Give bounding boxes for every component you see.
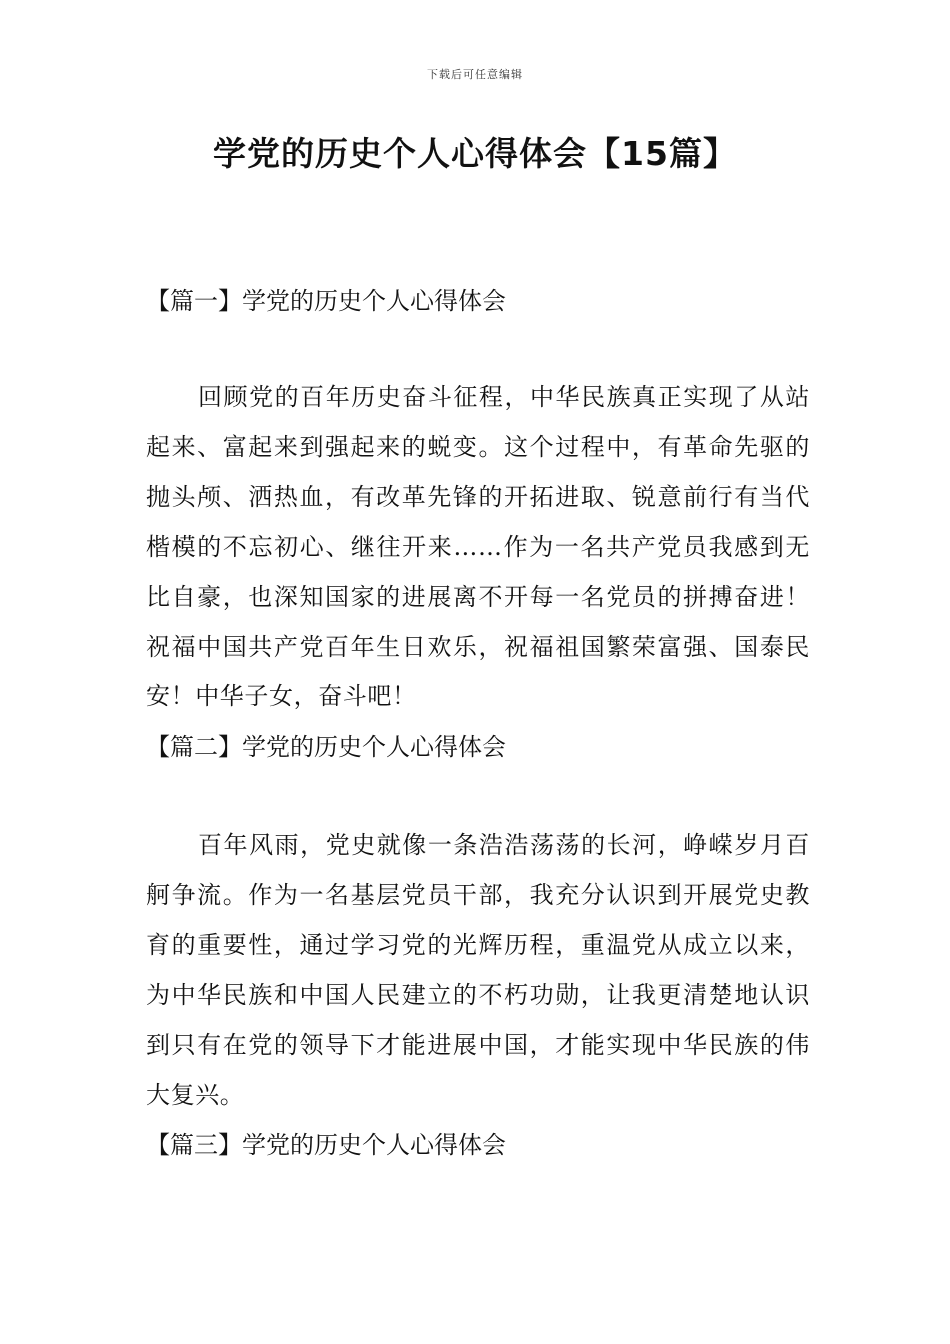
- section-paragraph-1: 回顾党的百年历史奋斗征程，中华民族真正实现了从站起来、富起来到强起来的蜕变。这个过程中，有革命先驱的抛头颅、洒热血，有改革先锋的开拓进取、锐意前行有当代楷模的不忘初心、继往开来……作为一名共产党员我感到无比自豪，也深知国家的进展离不开每一名党员的拼搏奋进！祝福中国共产党百年生日欢乐，祝福祖国繁荣富强、国泰民安！中华子女，奋斗吧！: [146, 383, 810, 711]
- section-heading-2: 【篇二】学党的历史个人心得体会: [146, 733, 506, 761]
- document-title: 学党的历史个人心得体会【15篇】: [213, 134, 737, 173]
- section-heading-3: 【篇三】学党的历史个人心得体会: [146, 1131, 506, 1159]
- section-paragraph-2: 百年风雨，党史就像一条浩浩荡荡的长河，峥嵘岁月百舸争流。作为一名基层党员干部，我充分认识到开展党史教育的重要性，通过学习党的光辉历程，重温党从成立以来，为中华民族和中国人民建立的不朽功勋，让我更清楚地认识到只有在党的领导下才能进展中国，才能实现中华民族的伟大复兴。: [146, 831, 810, 1109]
- header-note: 下载后可任意编辑: [427, 68, 523, 81]
- section-heading-1: 【篇一】学党的历史个人心得体会: [146, 287, 506, 315]
